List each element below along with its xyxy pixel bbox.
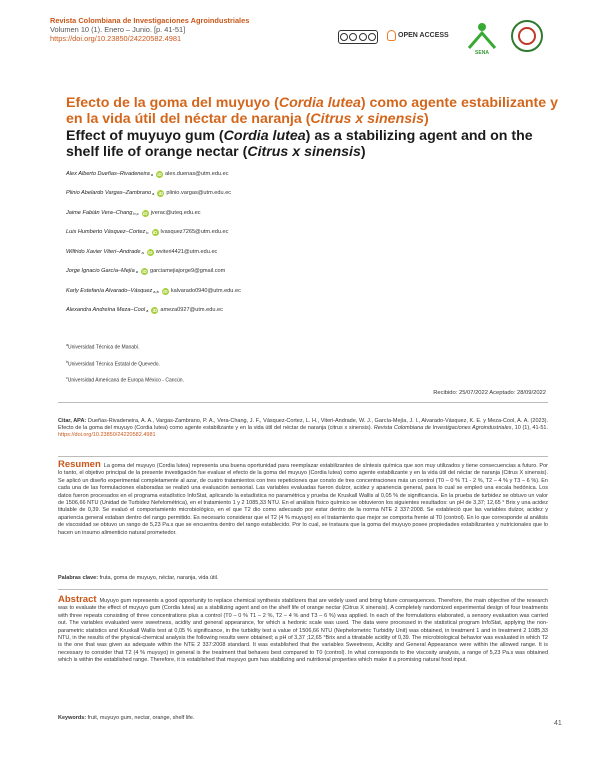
title-es-part1: Efecto de la goma del muyuyo ( [66,95,279,111]
author-row [66,248,217,256]
divider [58,402,548,403]
author-row [66,189,231,197]
author-affiliation-mark: a [152,190,155,196]
university-seal-icon [511,20,543,52]
author-email[interactable]: ameza0927@utm.edu.ec [160,307,223,313]
title-english [66,128,566,160]
affiliation-mark: a [66,343,68,347]
journal-header [50,16,249,43]
orcid-icon[interactable]: iD [163,288,168,294]
author-row [66,209,201,217]
palabras-clave-text: fruta, goma de muyuyo, néctar, naranja, vida útil. [99,575,219,581]
author-row [66,170,229,178]
author-email[interactable]: plinio.vargas@utm.edu.ec [166,190,232,196]
resumen-text: La goma del muyuyo (Cordia lutea) representa una buena oportunidad para reemplazar estabilizantes de síntesis química que son muy utilizados y tiene consecuencias a futuro. Por lo tanto, el objetivo principal de la presente investigación fue evaluar el efecto de la goma del muyuyo (Cordia lutea) como agente estabilizante y en la vida útil del néctar de naranja (Citrus X sinensis). Se aplicó un diseño experimental completamente al azar, de cuatro tratamientos con tres repeticiones que consto de tres concentraciones más un control (T0 – 0 % T1 - 2 %, T2 – 4 % y T3 – 6 %). En cada una de las formulaciones elaboradas se realizó una evaluación sensorial. Las variables evaluadas fueron dulzor, acidez y apariencia general, para lo cual se empleó una escala hedónica. Los datos fueron procesados en el programa estadístico InfoStat, aplicando la estadística no paramétrica y prueba de Kruskall Wallis al 0,05 % de significancia. En la prueba de turbidez se obtuvo un valor de 1506,66 NTU (Unidad de Turbidez Nefelométrica), en el tratamiento 1 y 2 1085,33 NTU. En el análisis físico químico se obtuvieron los siguientes resultados: un pH de 3,37; 12,65 ° Brix y una acidez titulable de 0,39. Se evaluó el comportamiento microbiológico, en el que T2 dio como adecuado por estar dentro de la norma NTE 2 337:2008. Se estableció que las variables dulzor, acidez y apariencia general estaban dentro del rango permitido. Es necesario considerar que el T2 (4 % muyuyo) es el tratamiento que mejor se comporta frente al T0 (control). En lo que corresponde al análisis de viscosidad se obtuvo un rango de 5,23 Pa.s que se encuentra dentro del rango establecido. Por lo cual, se instaura que la goma del muyuyo posee propiedades estabilizantes y nutricionales que lo hacen un insumo alimenticio natural prometedor. [58,463,548,536]
received-accepted-dates: Recibido: 25/07/2022 Aceptado: 28/09/2022 [433,390,546,396]
author-name: Alexandra Andreína Meza–Cool [66,307,146,313]
author-affiliation-mark: a [150,171,153,177]
citation-tail: , 10 (1), 41-51. [511,425,548,431]
keywords [58,715,194,721]
title-spanish [66,95,566,127]
title-en-species1: Cordia lutea [223,128,306,144]
abstract-text: Muyuyo gum represents a good opportunity to replace chemical synthesis stabilizers that are widely used and bring future consequences. Therefore, the main objective of the research was to evaluate the effect of muyuyo gum (Cordia lutea) as a stabilizing agent and on the shelf life of orange nectar (Citrus X sinensis). A completely randomized experimental design of four treatments with three repeats consisting of three concentrations plus a control (T0 – 0 % T1 – 2 %, T2 – 4 % and T3 – 6 %) was applied. In each of the formulations elaborated, a sensory evaluation was carried out. The variables evaluated were sweetness, acidity and general appearance, for which a hedonic scale was used. The data were processed in the statistical program InfoStat, applying the non-parametric statistics and Kruskall Wallis test at 0,05 % significance, in the turbidity test a value of 1506,66 NTU (Nephelometric Turbidity Unit) was obtained, in treatment 1 and in treatment 2 1085,33 NTU, in the results of the physical-chemical analysis the following results were obtained; a pH of 3,37 ;12,65 °Brix and a titratable acidity of 0,39. The microbiological behavior was evaluated in which T2 is the one that was given as adequate within the NTE 2 337:2008 standard. It was established that the variables Sweetness, Acidity and General Appearance were within the allowed range. It is necessary to consider that T2 (4 % muyuyo) in general is the treatment that behaves best compared to T0 (control). In what corresponds to the viscosity analysis, a range of 5,23 Pa.s was obtained which is within the established range. Therefore, it is established that muyuyo gum has stabilizing and nutritional properties which make it a promising natural food input. [58,598,548,664]
author-email[interactable]: lvasquez7265@utm.edu.ec [160,229,229,235]
author-affiliation-mark: a [146,307,149,313]
affiliation-mark: c [66,376,68,380]
affiliation [66,360,160,368]
orcid-icon[interactable]: iD [142,268,147,274]
title-en-part3: ) [360,144,366,160]
affiliation [66,376,184,384]
palabras-clave [58,575,219,581]
orcid-icon[interactable]: iD [152,229,158,235]
author-name: Wilfrido Xavier Viteri–Andrade [66,249,141,255]
orcid-icon[interactable]: iD [157,171,162,177]
citation-text: Dueñas-Rivadeneira, A. A., Vargas-Zambrano, P. A., Vera-Chang, J. F., Vásquez-Cortez, L. H., Viteri-Andrade, W. J., García-Mejía, J. I., Alvarado-Vásquez, K. E. y Meza-Cool, A. A. (2023). Efecto de la goma del muyuyo (Cordia lutea) como agente estabilizante y en la vida útil del néctar de naranja (citrus x sinensis). [58,418,548,431]
author-name: Luis Humberto Vásquez–Cortez [66,229,146,235]
affiliation-text: Universidad Técnica de Manabí. [68,344,140,351]
citation-journal: Revista Colombiana de Investigaciones Agroindustriales [373,425,512,431]
citation-block [58,418,548,439]
sena-label: SENA [475,50,489,56]
abstract-block [58,596,548,665]
citation-label: Citar, APA: [58,418,87,424]
author-name: Plinio Abelardo Vargas–Zambrano [66,190,152,196]
page-number: 41 [554,720,562,727]
journal-name: Revista Colombiana de Investigaciones Agroindustriales [50,16,250,25]
affiliation [66,343,140,351]
divider [58,589,548,590]
cc-icon [340,33,348,41]
orcid-icon[interactable]: iD [158,190,164,196]
author-affiliation-mark: b,c [133,210,139,216]
sa-icon [368,33,376,41]
author-row [66,287,241,295]
sena-logo-icon [465,22,499,50]
title-es-part3: ) [423,111,429,127]
open-access-logo [387,30,449,41]
orcid-icon[interactable]: iD [152,307,158,313]
creative-commons-badge[interactable] [338,30,378,44]
open-access-lock-icon [387,30,396,41]
title-en-part1: Effect of muyuyo gum ( [66,128,224,144]
citation-doi-link[interactable]: https://doi.org/10.23850/24220582.4981 [58,432,156,438]
author-email[interactable]: kalvarado0940@utm.edu.ec [170,288,241,294]
affiliation-mark: b [66,360,68,364]
affiliation-text: Universidad Americana de Europa México - Cancún. [67,377,184,384]
author-row [66,306,223,314]
author-name: Jorge Ignacio García–Mejía [66,268,135,274]
open-access-label: OPEN ACCESS [398,32,449,39]
title-en-species2: Citrus x sinensis [247,144,361,160]
orcid-icon[interactable]: iD [142,210,148,216]
journal-doi-link[interactable]: https://doi.org/10.23850/24220582.4981 [50,34,182,43]
author-affiliation-mark: a [141,249,144,255]
keywords-text: fruit, muyuyo gum, nectar, orange, shelf life. [87,715,195,721]
author-email[interactable]: alex.duenas@utm.edu.ec [164,171,229,177]
author-row [66,267,225,275]
title-es-species1: Cordia lutea [278,95,361,111]
affiliation-text: Universidad Técnica Estatal de Quevedo. [68,361,160,368]
author-name: Karly Estefanía Alvarado–Vásquez [66,288,153,294]
author-affiliation-mark: a [135,268,138,274]
divider [58,456,548,457]
journal-volume: Volumen 10 (1). Enero – Junio. [p. 41-51] [50,25,186,34]
author-email[interactable]: wviteri4421@utm.edu.ec [155,249,218,255]
keywords-label: Keywords: [58,715,87,721]
orcid-icon[interactable]: iD [147,249,153,255]
title-en-part2: ) as a stabilizing agent and on the shelf life of orange nectar ( [66,128,533,160]
author-affiliation-mark: a,b [153,288,159,294]
title-es-species2: Citrus x sinensis [310,111,424,127]
nc-icon [359,33,367,41]
seal-inner-ring [518,27,536,45]
abstract-heading: Abstract [58,594,97,605]
author-email[interactable]: garciamejiajorge9@gmail.com [149,268,226,274]
author-affiliation-mark: b [146,229,149,235]
author-name: Jaime Fabián Vera–Chang [66,210,133,216]
author-email[interactable]: jverac@uteq.edu.ec [150,210,201,216]
author-name: Alex Alberto Dueñas–Rivadeneira [66,171,150,177]
author-row [66,228,228,236]
by-icon [349,33,357,41]
resumen-heading: Resumen [58,459,101,470]
title-es-part2: ) como agente estabilizante y en la vida útil del néctar de naranja ( [66,95,558,127]
palabras-clave-label: Palabras clave: [58,575,99,581]
resumen-block [58,461,548,537]
